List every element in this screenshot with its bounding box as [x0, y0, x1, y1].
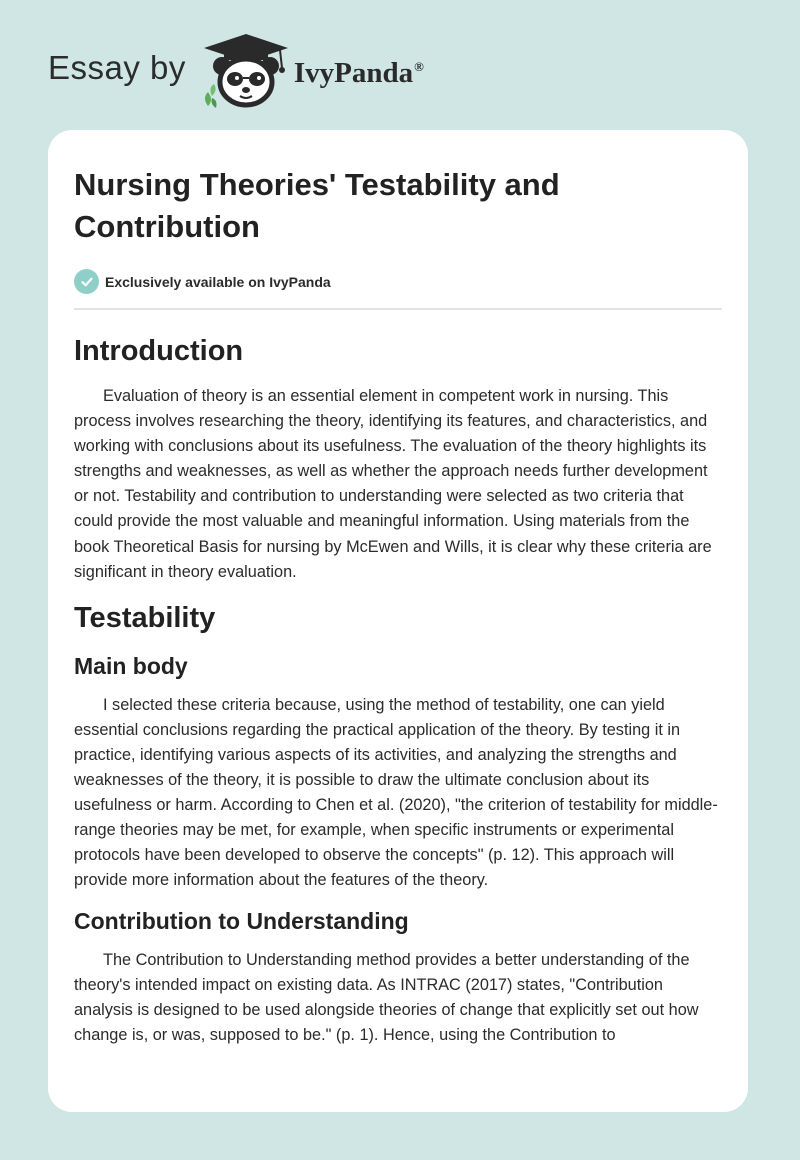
- paragraph-introduction: Evaluation of theory is an essential element in competent work in nursing. This process involves researching the theory, identifying its features, and characteristics, and working with conclusions about its usefulness. The evaluation of the theory highlights its strengths and weaknesses, as well as whether the approach needs further development or not. Testability and contribution to understanding were selected as two criteria that could provide the most valuable and meaningful information. Using materials from the book Theoretical Basis for nursing by McEwen and Wills, it is clear why these criteria are significant in theory evaluation.: [74, 387, 712, 581]
- brand-prefix: Essay by: [48, 49, 186, 86]
- panda-graduate-logo-icon[interactable]: [200, 32, 292, 112]
- heading-testability: Testability: [74, 601, 216, 634]
- paragraph-contribution: The Contribution to Understanding method provides a better understanding of the theory's intended impact on existing data. As INTRAC (2017) states, "Contribution analysis is designed to be used alongside theories of change that explicitly set out how change is, or was, supposed to be." (p. 1). Hence, using the Contribution to: [74, 950, 699, 1044]
- exclusive-badge: [74, 269, 722, 310]
- title-line-1: Nursing Theories' Testability and: [74, 167, 560, 202]
- registered-mark: ®: [414, 58, 424, 74]
- check-icon: [74, 269, 99, 294]
- page-title: [74, 164, 722, 248]
- heading-main-body: Main body: [74, 652, 188, 679]
- paragraph-main-body: I selected these criteria because, using the method of testability, one can yield essential conclusions regarding the practical application of the theory. By testing it in practice, identifying various aspects of its activities, and analyzing the strengths and weaknesses of the theory, it is possible to draw the ultimate conclusion about its usefulness or harm. According to Chen et al. (2020), "the criterion of testability for middle-range theories may be met, for example, when specific instruments or experimental protocols have been developed to observe the concepts" (p. 12). This approach will provide more information about the features of the theory.: [74, 695, 718, 890]
- brand-name[interactable]: IvyPanda®: [293, 56, 424, 89]
- heading-contribution: Contribution to Understanding: [74, 907, 409, 934]
- essay-card: [48, 130, 748, 1112]
- brand-header: [48, 32, 424, 112]
- heading-introduction: Introduction: [74, 335, 244, 367]
- exclusive-text: Exclusively available on IvyPanda: [105, 273, 331, 290]
- title-line-2: Contribution: [74, 209, 260, 244]
